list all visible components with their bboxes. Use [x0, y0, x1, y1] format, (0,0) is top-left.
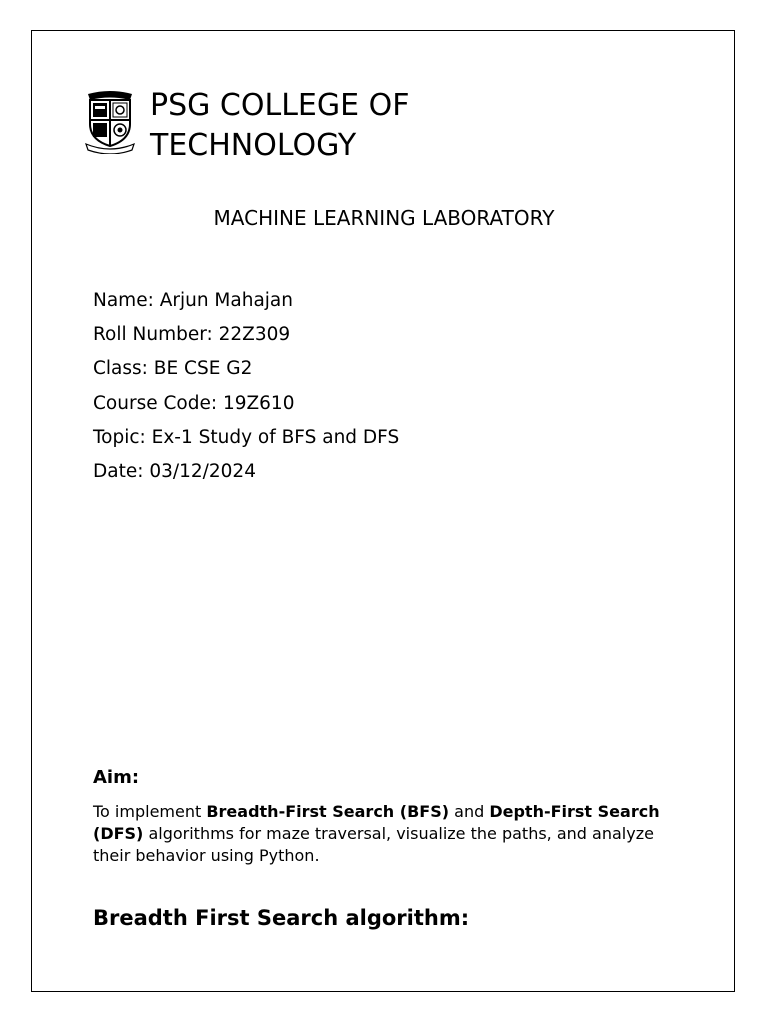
aim-heading: Aim:	[93, 767, 140, 788]
lab-title: MACHINE LEARNING LABORATORY	[213, 206, 555, 230]
college-crest-icon	[84, 88, 136, 154]
bfs-section-heading: Breadth First Search algorithm:	[93, 906, 470, 930]
aim-bfs-term: Breadth-First Search (BFS)	[206, 802, 450, 821]
college-name-line1: PSG COLLEGE OF	[150, 88, 410, 123]
aim-text	[93, 801, 693, 867]
college-name-line2: TECHNOLOGY	[150, 128, 357, 163]
aim-text-before: To implement	[93, 802, 207, 821]
aim-dfs-term: Depth-First Search (DFS)	[93, 802, 660, 843]
student-details	[93, 284, 399, 489]
college-name	[150, 86, 510, 166]
detail-date: Date: 03/12/2024	[93, 461, 256, 483]
detail-topic: Topic: Ex-1 Study of BFS and DFS	[93, 426, 400, 448]
detail-course-code: Course Code: 19Z610	[93, 392, 295, 414]
detail-name: Name: Arjun Mahajan	[93, 290, 293, 311]
aim-text-after: algorithms for maze traversal, visualize the paths, and analyze their behavior using Python.	[93, 824, 654, 865]
detail-class: Class: BE CSE G2	[93, 358, 253, 380]
detail-roll-number: Roll Number: 22Z309	[93, 324, 291, 346]
document-header	[84, 86, 510, 166]
aim-text-mid: and	[449, 802, 490, 821]
